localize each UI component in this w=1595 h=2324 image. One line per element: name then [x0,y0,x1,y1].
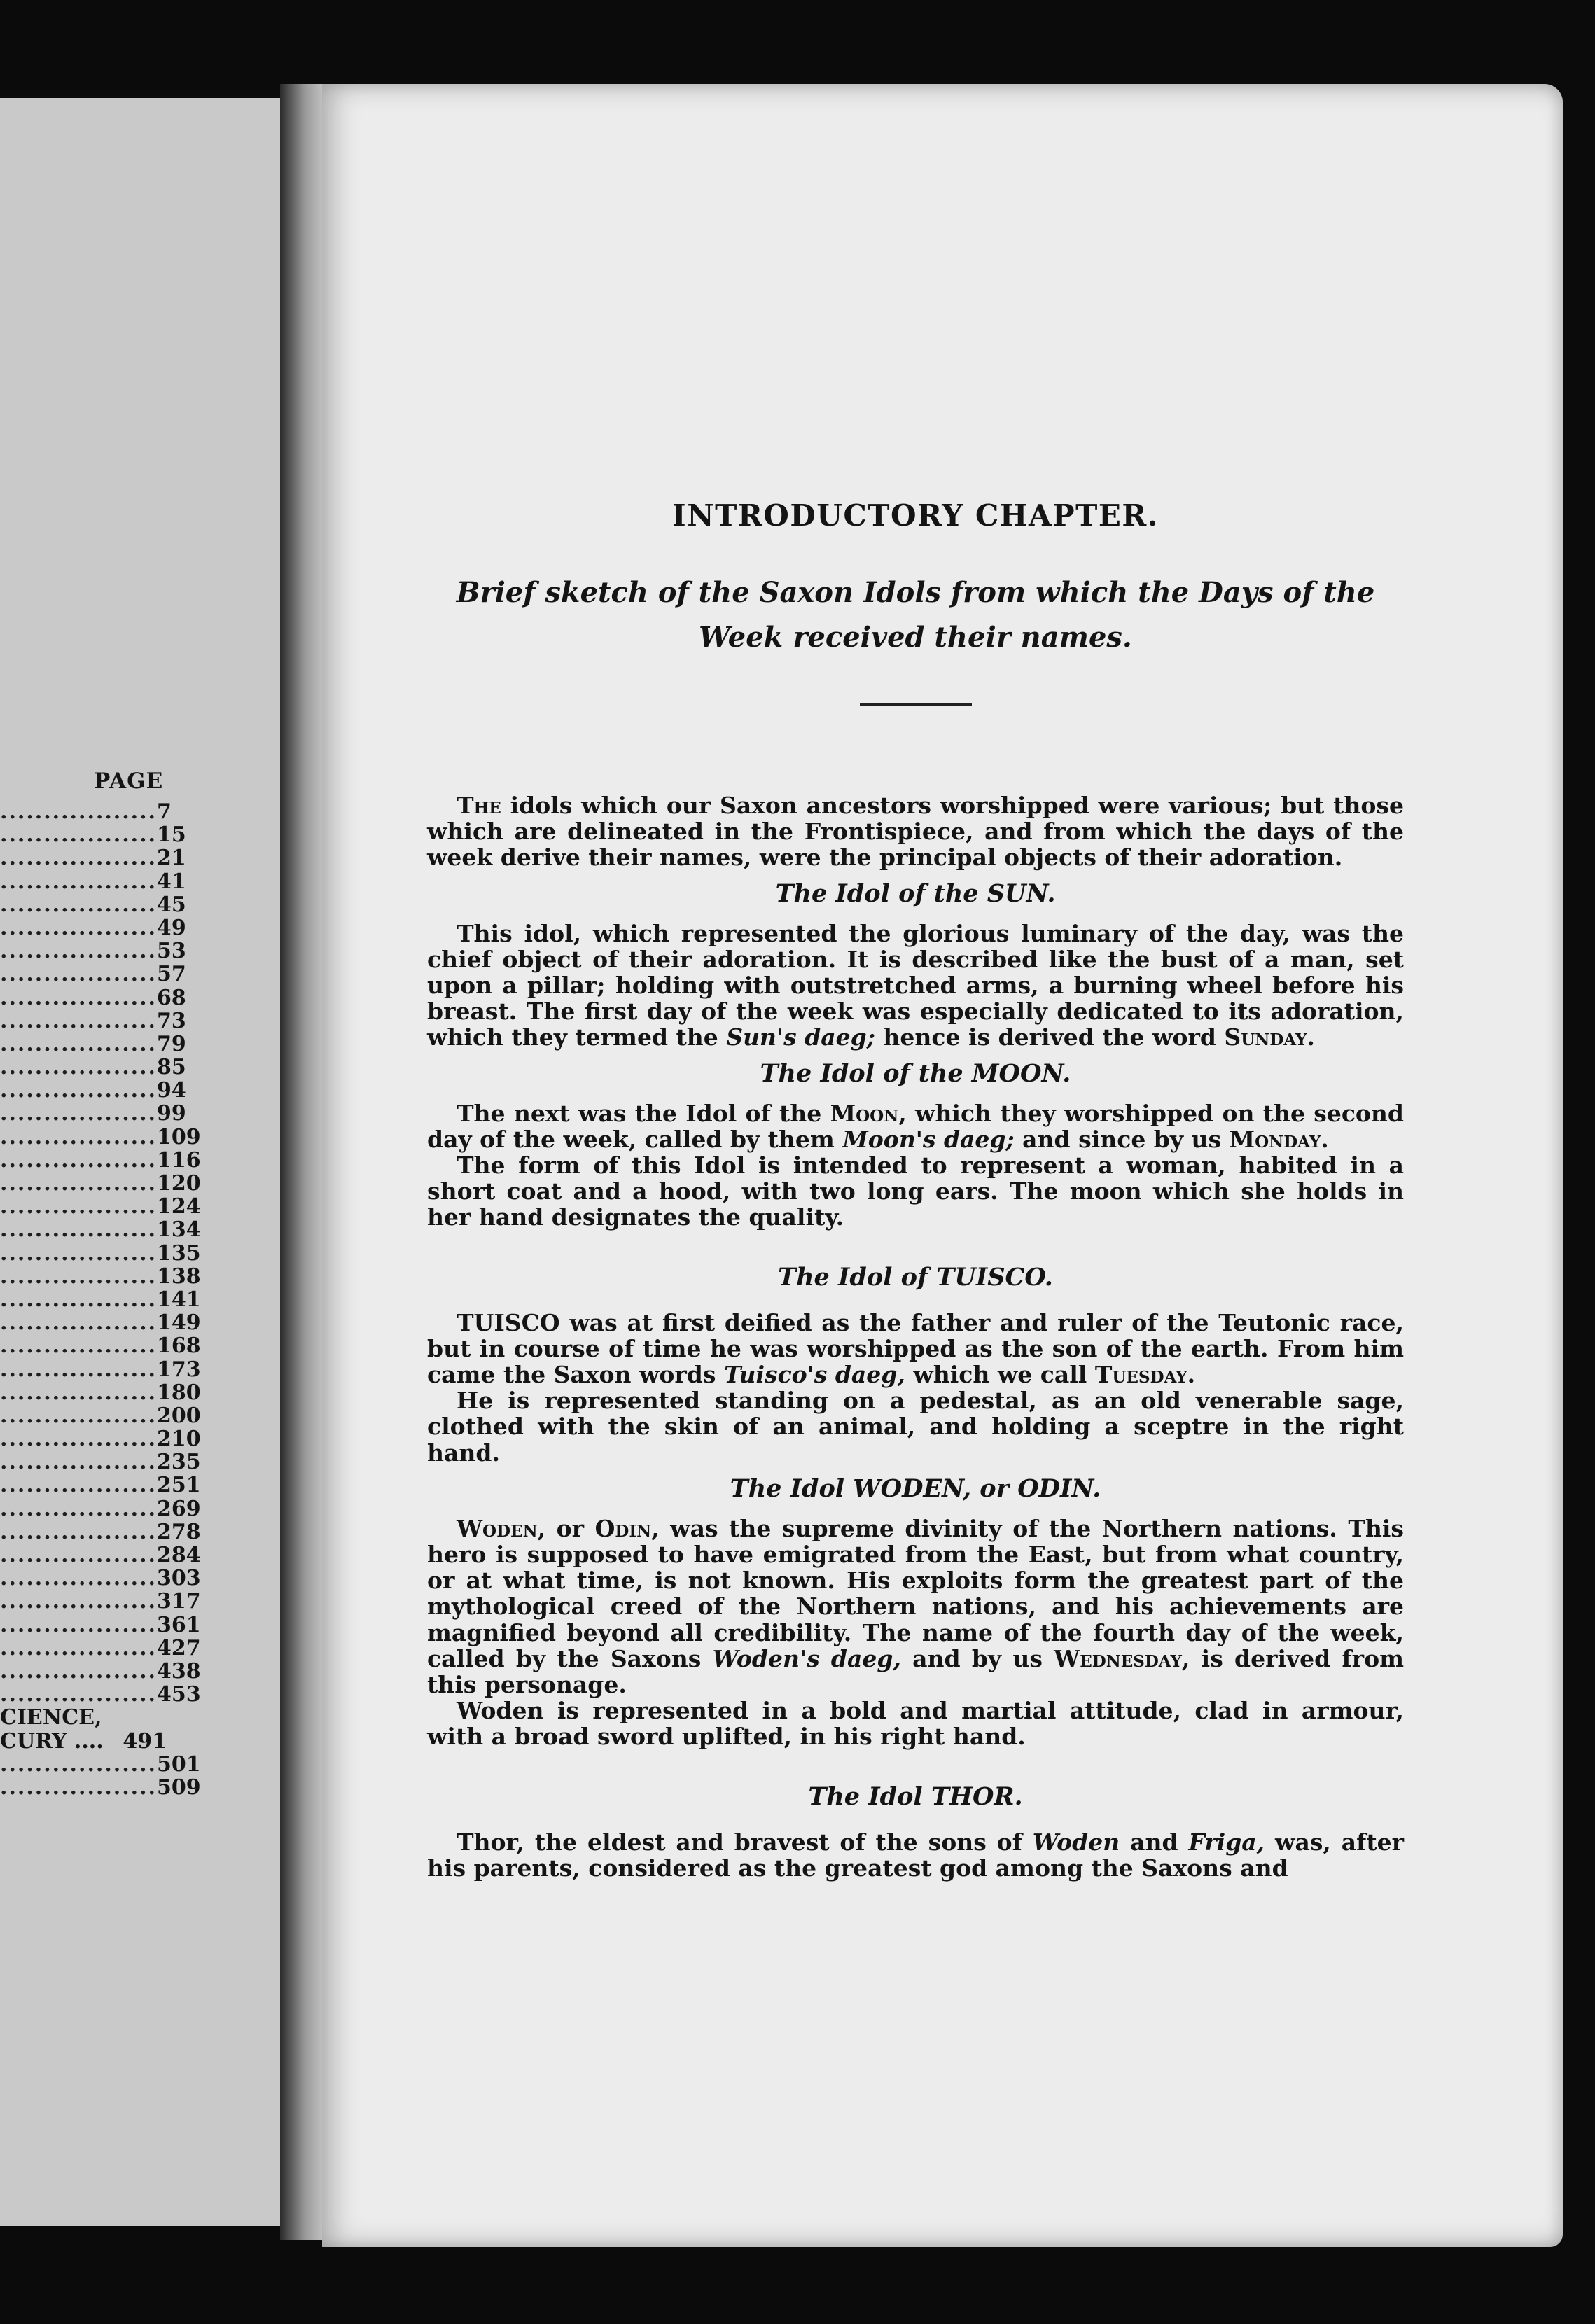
toc-leader-dots: .................. [0,1589,157,1614]
moon-term: Moon's daeg; [842,1125,1015,1153]
toc-page-number: 21 [157,846,186,871]
left-page [0,98,282,2226]
toc-leader-dots: .................. [0,822,157,848]
sun-text-b: hence is derived the word [875,1023,1225,1051]
toc-leader-dots: .................. [0,1055,157,1080]
toc-page-number: 317 [157,1589,201,1614]
toc-leader-dots: .................. [0,1334,157,1359]
toc-entry [0,1078,186,1103]
toc-page-number: 210 [157,1427,201,1452]
chapter-subtitle-line-2: Week received their names. [699,621,1132,654]
toc-leader-dots: .................. [0,962,157,987]
toc-entry [0,1751,201,1777]
toc-page-number: 453 [157,1682,201,1707]
toc-leader-dots: .................. [0,892,157,917]
heading-moon-name: MOON. [971,1058,1071,1088]
toc-entry [0,1543,201,1567]
toc-entry [0,1031,186,1056]
toc-leader-dots: .................. [0,1751,157,1777]
toc-entry [0,1287,201,1312]
toc-entry [0,1682,201,1707]
toc-entry [0,1450,201,1475]
toc-page-number: 68 [157,985,186,1010]
toc-leader-dots: .................. [0,1543,157,1567]
toc-page-number: 284 [157,1543,201,1567]
toc-entry-label-science [0,1706,168,1729]
toc-entry [0,1658,201,1684]
toc-label-cury-text: CURY .... [0,1728,104,1754]
sun-term: Sun's daeg; [726,1023,875,1051]
toc-entry [0,915,186,940]
toc-page-number: 73 [157,1008,186,1033]
tuisco-paragraph-2: He is represented standing on a pedestal, as an old venerable sage, clothed with the skin of an animal, and holding a sceptre in the right hand. [427,1387,1404,1466]
toc-leader-dots: .................. [0,1171,157,1196]
moon-name: Moon, [830,1099,907,1127]
toc-entry [0,799,172,824]
toc-page-number: 41 [157,869,186,894]
toc-page-number: 427 [157,1635,201,1660]
moon-day-name: Monday. [1229,1125,1329,1153]
toc-page-number: 120 [157,1171,201,1196]
toc-page-number: 168 [157,1334,201,1359]
toc-page-number: 109 [157,1124,201,1149]
toc-entry [0,1264,201,1289]
toc-entry [0,892,186,917]
toc-entry [0,1124,201,1149]
toc-page-number: 361 [157,1612,201,1637]
toc-entry [0,939,186,964]
moon-paragraph-2: The form of this Idol is intended to represent a woman, habited in a short coat and a hood, with two long ears. The moon which she holds in her hand designates the quality. [427,1152,1404,1231]
toc-leader-dots: .................. [0,1008,157,1033]
woden-text-b: and by us [900,1644,1054,1672]
toc-entry [0,1519,201,1544]
intro-paragraph [427,792,1404,871]
heading-moon [427,1059,1404,1088]
toc-page-number: 79 [157,1031,186,1056]
woden-text-a: was the supreme divinity of the Northern nations. This hero is supposed to have emigrated from the East, but from what country, or at what time, is not known. His exploits form the greatest part of the mythological creed of the Northern nations, and his achievements are magnified beyond all credibility. The name of the fourth day of the week, called by the Saxons [427,1514,1404,1672]
toc-entry [0,1310,201,1336]
woden-paragraph-2: Woden is represented in a bold and martial attitude, clad in armour, with a broad sword uplifted, in his right hand. [427,1697,1404,1751]
toc-entry [0,1380,201,1405]
toc-entry [0,1217,201,1242]
heading-tuisco-name: TUISCO. [936,1262,1053,1292]
toc-page-number: 173 [157,1357,201,1382]
section-divider [860,704,972,706]
chapter-title: INTRODUCTORY CHAPTER. [672,498,1159,533]
toc-page-number: 85 [157,1055,186,1080]
chapter-subtitle-line-1: Brief sketch of the Saxon Idols from which the Days of the [456,576,1375,609]
toc-entry [0,869,186,894]
toc-page-number: 141 [157,1287,201,1312]
intro-text: idols which our Saxon ancestors worshipped were various; but those which are delineated in the Frontispiece, and from which the days of the week derive their names, were the principal objects of their adoration. [427,792,1404,872]
toc-leader-dots: .................. [0,1287,157,1312]
toc-leader-dots: .................. [0,1380,157,1405]
intro-lead-word: The [457,792,501,819]
toc-leader-dots: .................. [0,1217,157,1242]
toc-leader-dots: .................. [0,1031,157,1056]
toc-leader-dots: .................. [0,1403,157,1428]
toc-page-number: 235 [157,1450,201,1475]
toc-entry [0,1334,201,1359]
toc-leader-dots: .................. [0,1147,157,1172]
toc-entry [0,1730,168,1753]
heading-thor: The Idol THOR. [808,1782,1023,1811]
toc-page-number: 278 [157,1519,201,1544]
toc-page-number: 15 [157,822,186,848]
toc-page-number: 134 [157,1217,201,1242]
toc-leader-dots: .................. [0,1357,157,1382]
toc-entry [0,1101,186,1126]
toc-page-number: 135 [157,1240,201,1266]
toc-page-number: 509 [157,1774,201,1800]
toc-entry [0,1566,201,1591]
toc-page-number: 251 [157,1473,201,1498]
toc-page-number: 303 [157,1566,201,1591]
toc-leader-dots: .................. [0,1078,157,1103]
thor-text-and: and [1120,1828,1189,1856]
moon-paragraph [427,1100,1404,1152]
toc-leader-dots: .................. [0,939,157,964]
toc-leader-dots: .................. [0,1427,157,1452]
toc-page-column-heading: PAGE [94,769,164,794]
heading-tuisco-prefix: The Idol of [778,1262,937,1292]
heading-sun [427,879,1404,908]
toc-leader-dots: .................. [0,799,157,824]
toc-leader-dots: .................. [0,869,157,894]
toc-leader-dots: .................. [0,1658,157,1684]
tuisco-term: Tuisco's daeg, [723,1361,905,1389]
toc-leader-dots: .................. [0,1682,157,1707]
toc-leader-dots: .................. [0,1612,157,1637]
toc-entry [0,1240,201,1266]
sun-day-name: Sunday. [1224,1023,1315,1051]
toc-page-number: 124 [157,1194,201,1219]
toc-page-number: 45 [157,892,186,917]
toc-entry [0,1774,201,1800]
heading-woden: The Idol WODEN, or ODIN. [730,1474,1101,1503]
woden-text-or: or [545,1514,595,1542]
tuisco-text-b: which we call [905,1361,1095,1389]
toc-page-number: 49 [157,915,186,940]
thor-paragraph [427,1829,1404,1881]
woden-day-name: Wednesday, [1054,1644,1190,1672]
toc-page-number: 94 [157,1078,186,1103]
toc-list [0,799,201,1800]
thor-parent-friga: Friga, [1188,1828,1265,1856]
moon-text-a: The next was the Idol of the [457,1099,830,1127]
tuisco-text-a: TUISCO was at first deified as the father and ruler of the Teutonic race, but in course of time he was worshipped as the son of the earth. From him came the Saxon words [427,1308,1404,1389]
toc-leader-dots: .................. [0,1124,157,1149]
toc-page-number: 116 [157,1147,201,1172]
toc-entry [0,1427,201,1452]
thor-parent-woden: Woden [1032,1828,1120,1856]
toc-entry [0,1496,201,1521]
heading-tuisco [427,1263,1404,1292]
toc-leader-dots: .................. [0,1194,157,1219]
toc-page-number: 138 [157,1264,201,1289]
moon-text-b: which they worshipped on the second day of the week, called by them [427,1099,1405,1153]
toc-entry [0,962,186,987]
toc-leader-dots: .................. [0,1310,157,1336]
toc-leader-dots: .................. [0,1240,157,1266]
thor-text-a: Thor, the eldest and bravest of the sons of [457,1828,1033,1856]
toc-leader-dots: .................. [0,915,157,940]
toc-page-number: 438 [157,1658,201,1684]
chapter-subtitle [427,570,1404,660]
woden-paragraph [427,1516,1404,1698]
toc-leader-dots: .................. [0,1774,157,1800]
toc-label-science-text: CIENCE, [0,1705,102,1730]
toc-leader-dots: .................. [0,1473,157,1498]
moon-text-c: and since by us [1014,1125,1230,1153]
toc-page-number: 180 [157,1380,201,1405]
toc-entry [0,846,186,871]
toc-leader-dots: .................. [0,985,157,1010]
sun-paragraph [427,920,1404,1051]
page-content [427,498,1404,1881]
woden-name: Woden, [457,1514,546,1542]
toc-leader-dots: .................. [0,1101,157,1126]
toc-entry [0,1147,201,1172]
toc-page-number: 491 [123,1728,167,1754]
toc-entry [0,985,186,1010]
toc-entry [0,1589,201,1614]
toc-page-number: 53 [157,939,186,964]
toc-entry [0,1008,186,1033]
toc-leader-dots: .................. [0,1635,157,1660]
toc-page-number: 99 [157,1101,186,1126]
toc-leader-dots: .................. [0,1566,157,1591]
toc-leader-dots: .................. [0,846,157,871]
toc-page-number: 269 [157,1496,201,1521]
toc-page-number: 149 [157,1310,201,1336]
heading-moon-prefix: The Idol of the [760,1058,972,1088]
heading-sun-name: SUN. [987,878,1056,908]
toc-entry [0,822,186,848]
toc-entry [0,1194,201,1219]
toc-page-number: 200 [157,1403,201,1428]
heading-sun-prefix: The Idol of the [775,878,987,908]
toc-page-number: 501 [157,1751,201,1777]
toc-entry [0,1171,201,1196]
toc-entry [0,1473,201,1498]
tuisco-paragraph [427,1310,1404,1388]
toc-page-number: 7 [157,799,172,824]
toc-leader-dots: .................. [0,1264,157,1289]
thor-text-b: was, after his parents, considered as the greatest god among the Saxons and [427,1828,1404,1882]
woden-text-c: is derived from this personage. [427,1644,1404,1699]
toc-entry [0,1635,201,1660]
woden-term: Woden's daeg, [712,1644,901,1672]
toc-leader-dots: .................. [0,1450,157,1475]
toc-entry [0,1403,201,1428]
odin-name: Odin, [594,1514,660,1542]
toc-leader-dots: .................. [0,1519,157,1544]
tuisco-day-name: Tuesday. [1094,1361,1196,1389]
toc-entry [0,1612,201,1637]
toc-leader-dots: .................. [0,1496,157,1521]
toc-entry [0,1357,201,1382]
toc-entry [0,1055,186,1080]
toc-page-number: 57 [157,962,186,987]
sun-text-a: This idol, which represented the glorious luminary of the day, was the chief object of their adoration. It is described like the bust of a man, set upon a pillar; holding with outstretched arms, a burning wheel before his breast. The first day of the week was especially dedicated to its adoration, which they termed the [427,919,1404,1051]
